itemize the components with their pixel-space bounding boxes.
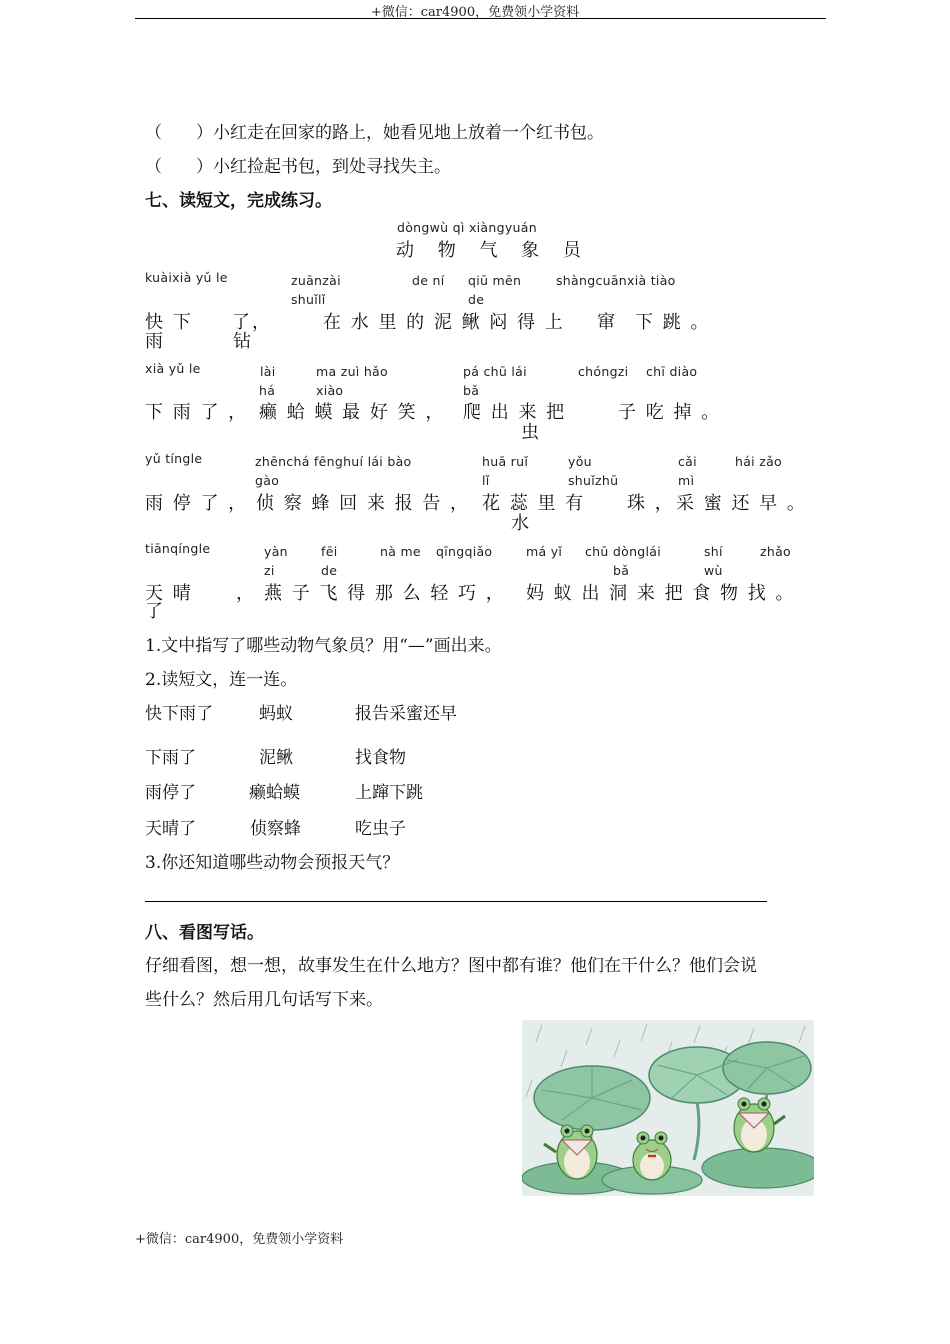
hanzi: 窜 (597, 312, 617, 333)
pinyin: má yǐ (526, 544, 563, 559)
pinyin: zhēnchá fēnghuí lái bào (255, 454, 412, 469)
pinyin: mì (678, 473, 695, 488)
hanzi: 癞 蛤 蟆 最 好 笑 ， (259, 402, 446, 423)
hanzi: 下 雨 了 ， (145, 402, 249, 423)
question-3: 3.你还知道哪些动物会预报天气？ (145, 853, 400, 873)
question-2: 2.读短文，连一连。 (145, 670, 298, 690)
pinyin: fēi (321, 544, 338, 559)
pinyin: bǎ (463, 383, 480, 398)
pinyin: zi (264, 563, 275, 578)
match-left-item[interactable]: 天晴了 (145, 819, 196, 839)
pinyin: nà me (380, 544, 421, 559)
hanzi: 雨 停 了 ， (145, 493, 249, 514)
pinyin: qīngqiǎo (436, 544, 493, 559)
pinyin: cǎi (678, 454, 697, 469)
hanzi: 下 跳 。 (635, 312, 711, 333)
match-right-item[interactable]: 上蹿下跳 (355, 783, 423, 803)
pinyin: xiào (316, 383, 344, 398)
hanzi: 珠 ， (627, 493, 675, 514)
pinyin: kuàixià yǔ le (145, 270, 228, 285)
hanzi: 子 吃 掉 。 (618, 402, 722, 423)
hanzi: 花 蕊 里 有 (482, 493, 586, 514)
hanzi: ， (236, 583, 256, 604)
pinyin: wù (704, 563, 723, 578)
passage-title: 动 物 气 象 员 (396, 240, 590, 261)
pinyin: shí (704, 544, 723, 559)
pinyin: chóngzi (578, 364, 629, 379)
section7-title: 七、读短文，完成练习。 (145, 191, 332, 211)
page-footer-text: +微信：car4900，免费领小学资料 (135, 1232, 344, 1247)
pinyin: chī diào (646, 364, 698, 379)
pinyin: yǔ tíngle (145, 451, 203, 466)
hanzi: 妈 蚁 出 洞 来 把 食 物 找 。 (526, 583, 796, 604)
pinyin: pá chū lái (463, 364, 527, 379)
answer-line[interactable] (145, 901, 767, 902)
match-middle-item[interactable]: 癞蛤蟆 (249, 783, 300, 803)
pinyin: bǎ (613, 563, 630, 578)
match-middle-item[interactable]: 蚂蚁 (259, 704, 293, 724)
match-right-item[interactable]: 找食物 (355, 748, 406, 768)
hanzi: 了， (232, 312, 272, 333)
frogs-lotus-illustration (522, 1020, 814, 1196)
hanzi: 采 蜜 还 早 。 (676, 493, 807, 514)
pinyin: shuǐlǐ (291, 292, 326, 307)
pinyin: zuānzài (291, 273, 341, 288)
hanzi: 钻 (233, 331, 253, 352)
pinyin: qiū mēn (468, 273, 522, 288)
pinyin: huā ruǐ (482, 454, 529, 469)
hanzi: 爬 出 来 把 (463, 402, 567, 423)
match-left-item[interactable]: 快下雨了 (145, 704, 213, 724)
order-item-2: （ ）小红捡起书包，到处寻找失主。 (145, 157, 451, 177)
match-middle-item[interactable]: 侦察蜂 (250, 819, 301, 839)
hanzi: 虫 (521, 422, 541, 443)
order-item-1: （ ）小红走在回家的路上，她看见地上放着一个红书包。 (145, 123, 604, 143)
pinyin: há (259, 383, 276, 398)
pinyin: chū dònglái (585, 544, 662, 559)
hanzi: 水 (511, 513, 531, 534)
pinyin: shàngcuānxià tiào (556, 273, 676, 288)
hanzi: 天 晴 (145, 583, 193, 604)
match-middle-item[interactable]: 泥鳅 (259, 748, 293, 768)
header-divider (135, 18, 826, 19)
match-left-item[interactable]: 下雨了 (145, 748, 196, 768)
pinyin: de (468, 292, 485, 307)
hanzi: 了 (145, 601, 165, 622)
pinyin: zhǎo (760, 544, 791, 559)
pinyin: hái zǎo (735, 454, 782, 469)
question-1: 1.文中指写了哪些动物气象员？用“—”画出来。 (145, 636, 502, 656)
hanzi: 燕 子 飞 得 那 么 轻 巧 ， (264, 583, 506, 604)
pinyin: tiānqíngle (145, 541, 211, 556)
match-right-item[interactable]: 吃虫子 (355, 819, 406, 839)
match-left-item[interactable]: 雨停了 (145, 783, 196, 803)
pinyin: xià yǔ le (145, 361, 201, 376)
hanzi: 在 水 里 的 泥 鳅 闷 得 上 (323, 312, 565, 333)
passage-title-pinyin: dòngwù qì xiàngyuán (397, 220, 537, 235)
pinyin: lài (260, 364, 276, 379)
pinyin: yàn (264, 544, 288, 559)
page-header-text: +微信：car4900，免费领小学资料 (370, 5, 580, 20)
hanzi: 雨 (145, 331, 165, 352)
pinyin: gào (255, 473, 280, 488)
match-right-item[interactable]: 报告采蜜还早 (355, 704, 457, 724)
pinyin: yǒu (568, 454, 592, 469)
section8-prompt-line-1: 仔细看图，想一想，故事发生在什么地方？图中都有谁？他们在干什么？他们会说 (145, 956, 757, 976)
hanzi: 侦 察 蜂 回 来 报 告 ， (256, 493, 471, 514)
hanzi: 快 下 (145, 312, 193, 333)
pinyin: lǐ (482, 473, 490, 488)
section8-title: 八、看图写话。 (145, 923, 264, 943)
pinyin: shuǐzhū (568, 473, 619, 488)
pinyin: ma zuì hǎo (316, 364, 388, 379)
pinyin: de ní (412, 273, 445, 288)
section8-prompt-line-2: 些什么？然后用几句话写下来。 (145, 990, 383, 1010)
pinyin: de (321, 563, 338, 578)
